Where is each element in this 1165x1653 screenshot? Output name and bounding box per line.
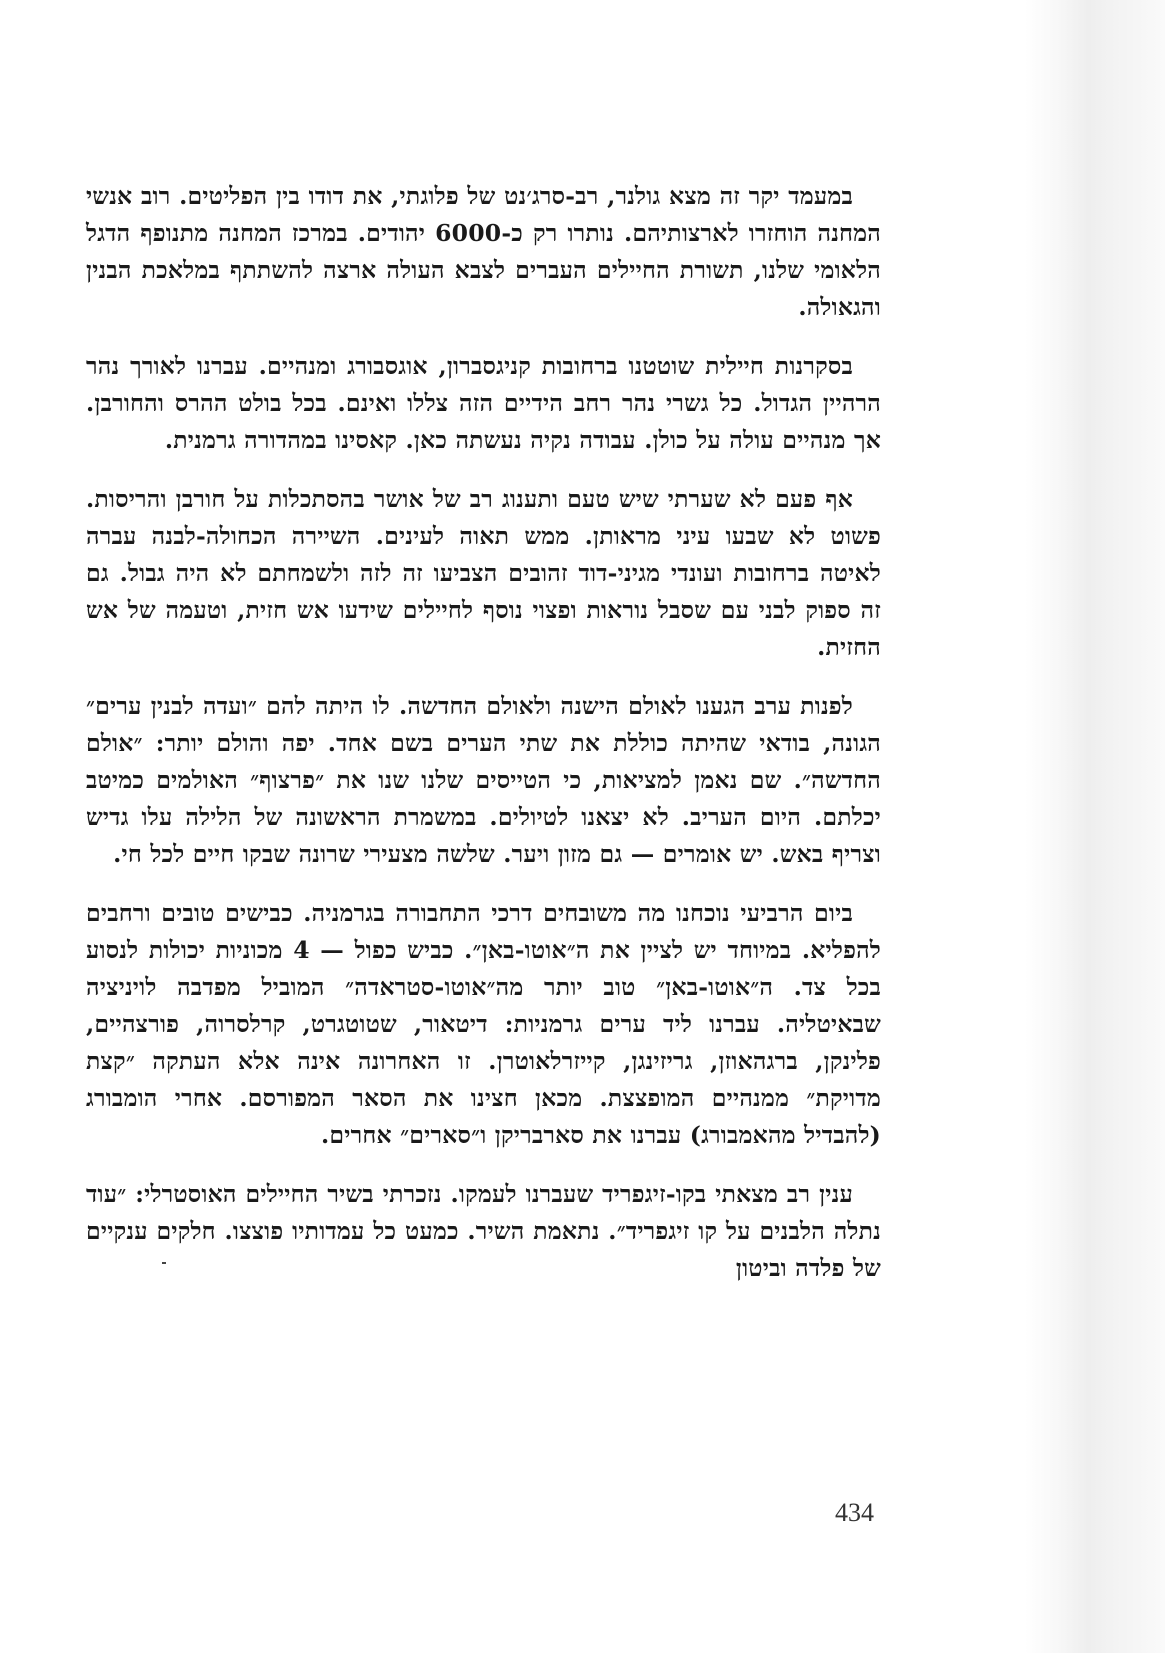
scan-edge-shadow <box>1025 0 1165 1653</box>
paragraph-6: ענין רב מצאתי בקו-זיגפריד שעברנו לעמקו. נזכרתי בשיר החיילים האוסטרלי: ״עוד נתלה הלבנים על קו זיגפריד״. נתאמת השיר. כמעט כל עמדותיו פוצצו. חלקים ענקיים של פלדה וביטון <box>86 1180 881 1282</box>
paragraph-3: אף פעם לא שערתי שיש טעם ותענוג רב של אושר בהסתכלות על חורבן והריסות. פשוט לא שבעו עיני מראותן. ממש תאוה לעינים. השיירה הכחולה-לבנה עברה לאיטה ברחובות ועונדי מגיני-דוד זהובים הצביעו זה לזה ולשמחתם לא היה גבול. גם זה ספוק לבני עם שסבל נוראות ופצוי נוסף לחיילים שידעו אש חזית, וטעמה של אש החזית. <box>86 485 881 661</box>
page-body <box>86 178 881 1309</box>
page-number: 434 <box>835 1498 874 1527</box>
paragraph-4: לפנות ערב הגענו לאולם הישנה ולאולם החדשה. לו היתה להם ״ועדה לבנין ערים״ הגונה, בודאי שהיתה כוללת את שתי הערים בשם אחד. יפה והולם יותר: ״אולם החדשה״. שם נאמן למציאות, כי הטייסים שלנו שנו את ״פרצוף״ האולמים כמיטב יכלתם. היום העריב. לא יצאנו לטיולים. במשמרת הראשונה של הלילה עלו גדיש וצריף באש. יש אומרים — גם מזון ויער. שלשה מצעירי שרונה שבקו חיים לכל חי. <box>86 692 881 868</box>
scan-speck <box>162 1262 166 1264</box>
paragraph-1: במעמד יקר זה מצא גולנר, רב-סרג׳נט של פלוגתי, את דודו בין הפליטים. רוב אנשי המחנה הוחזרו לארצותיהם. נותרו רק כ-6000 יהודים. במרכז המחנה מתנופף הדגל הלאומי שלנו, תשורת החיילים העברים לצבא העולה ארצה להשתתף במלאכת הבנין והגאולה. <box>86 182 881 321</box>
paragraph-2: בסקרנות חיילית שוטטנו ברחובות קניגסברון, אוגסבורג ומנהיים. עברנו לאורך נהר הרהיין הגדול. כל גשרי נהר רחב הידיים הזה צללו ואינם. בכל בולט ההרס והחורבן. אך מנהיים עולה על כולן. עבודה נקיה נעשתה כאן. קאסינו במהדורה גרמנית. <box>86 352 881 454</box>
paragraph-5: ביום הרביעי נוכחנו מה משובחים דרכי התחבורה בגרמניה. כבישים טובים ורחבים להפליא. במיוחד יש לציין את ה״אוטו-באן״. כביש כפול — 4 מכוניות יכולות לנסוע בכל צד. ה״אוטו-באן״ טוב יותר מה״אוטו-סטראדה״ המוביל מפדבה לויניציה שבאיטליה. עברנו ליד ערים גרמניות: דיטאור, שטוטגרט, קרלסרוה, פורצהיים, פלינקן, ברגהאוזן, גריזינגן, קייזרלאוטרן. זו האחרונה אינה אלא העתקה ״קצת מדויקת״ ממנהיים המופצצת. מכאן חצינו את הסאר המפורסם. אחרי הומבורג (להבדיל מהאמבורג) עברנו את סארבריקן ו״סארים״ אחרים. <box>86 899 882 1149</box>
